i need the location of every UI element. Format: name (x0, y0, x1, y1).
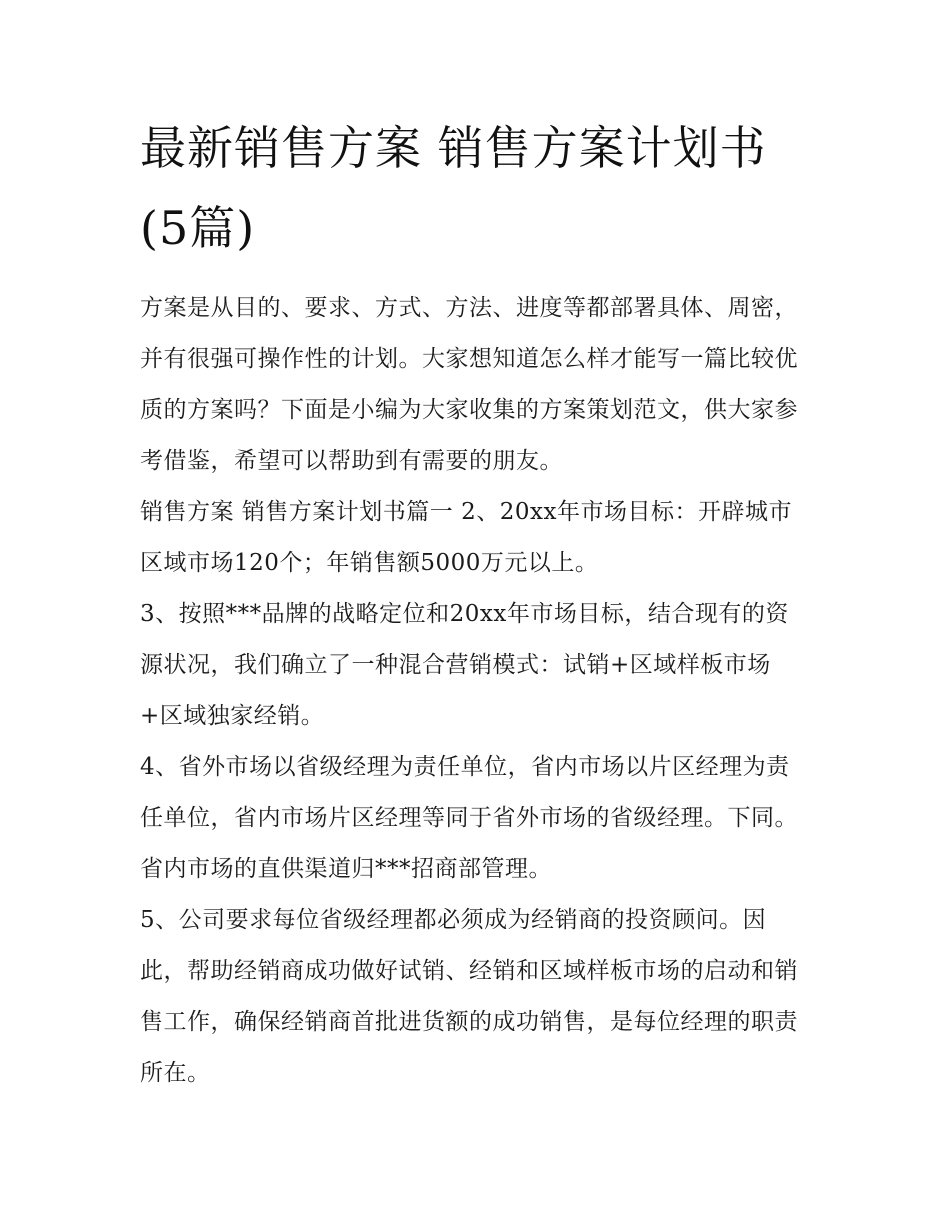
marketing-model-paragraph: 3、按照***品牌的战略定位和20xx年市场目标，结合现有的资源状况，我们确立了一种混合营销模式：试销+区域样板市场+区域独家经销。 (140, 601, 789, 729)
document-title: 最新销售方案 销售方案计划书(5篇) (140, 121, 767, 255)
investment-advisor-paragraph: 5、公司要求每位省级经理都必须成为经销商的投资顾问。因此，帮助经销商成功做好试销、经销和区域样板市场的启动和销售工作，确保经销商首批进货额的成功销售，是每位经理的职责所在。 (140, 907, 798, 1086)
market-target-paragraph: 销售方案 销售方案计划书篇一 2、20xx年市场目标：开辟城市区域市场120个；年销售额5000万元以上。 (140, 499, 792, 576)
intro-paragraph: 方案是从目的、要求、方式、方法、进度等都部署具体、周密，并有很强可操作性的计划。大家想知道怎么样才能写一篇比较优质的方案吗？下面是小编为大家收集的方案策划范文，供大家参考借鉴，希望可以帮助到有需要的朋友。 (140, 295, 798, 474)
document-content (140, 108, 812, 1099)
responsibility-unit-paragraph: 4、省外市场以省级经理为责任单位，省内市场以片区经理为责任单位，省内市场片区经理等同于省外市场的省级经理。下同。省内市场的直供渠道归***招商部管理。 (140, 754, 798, 882)
